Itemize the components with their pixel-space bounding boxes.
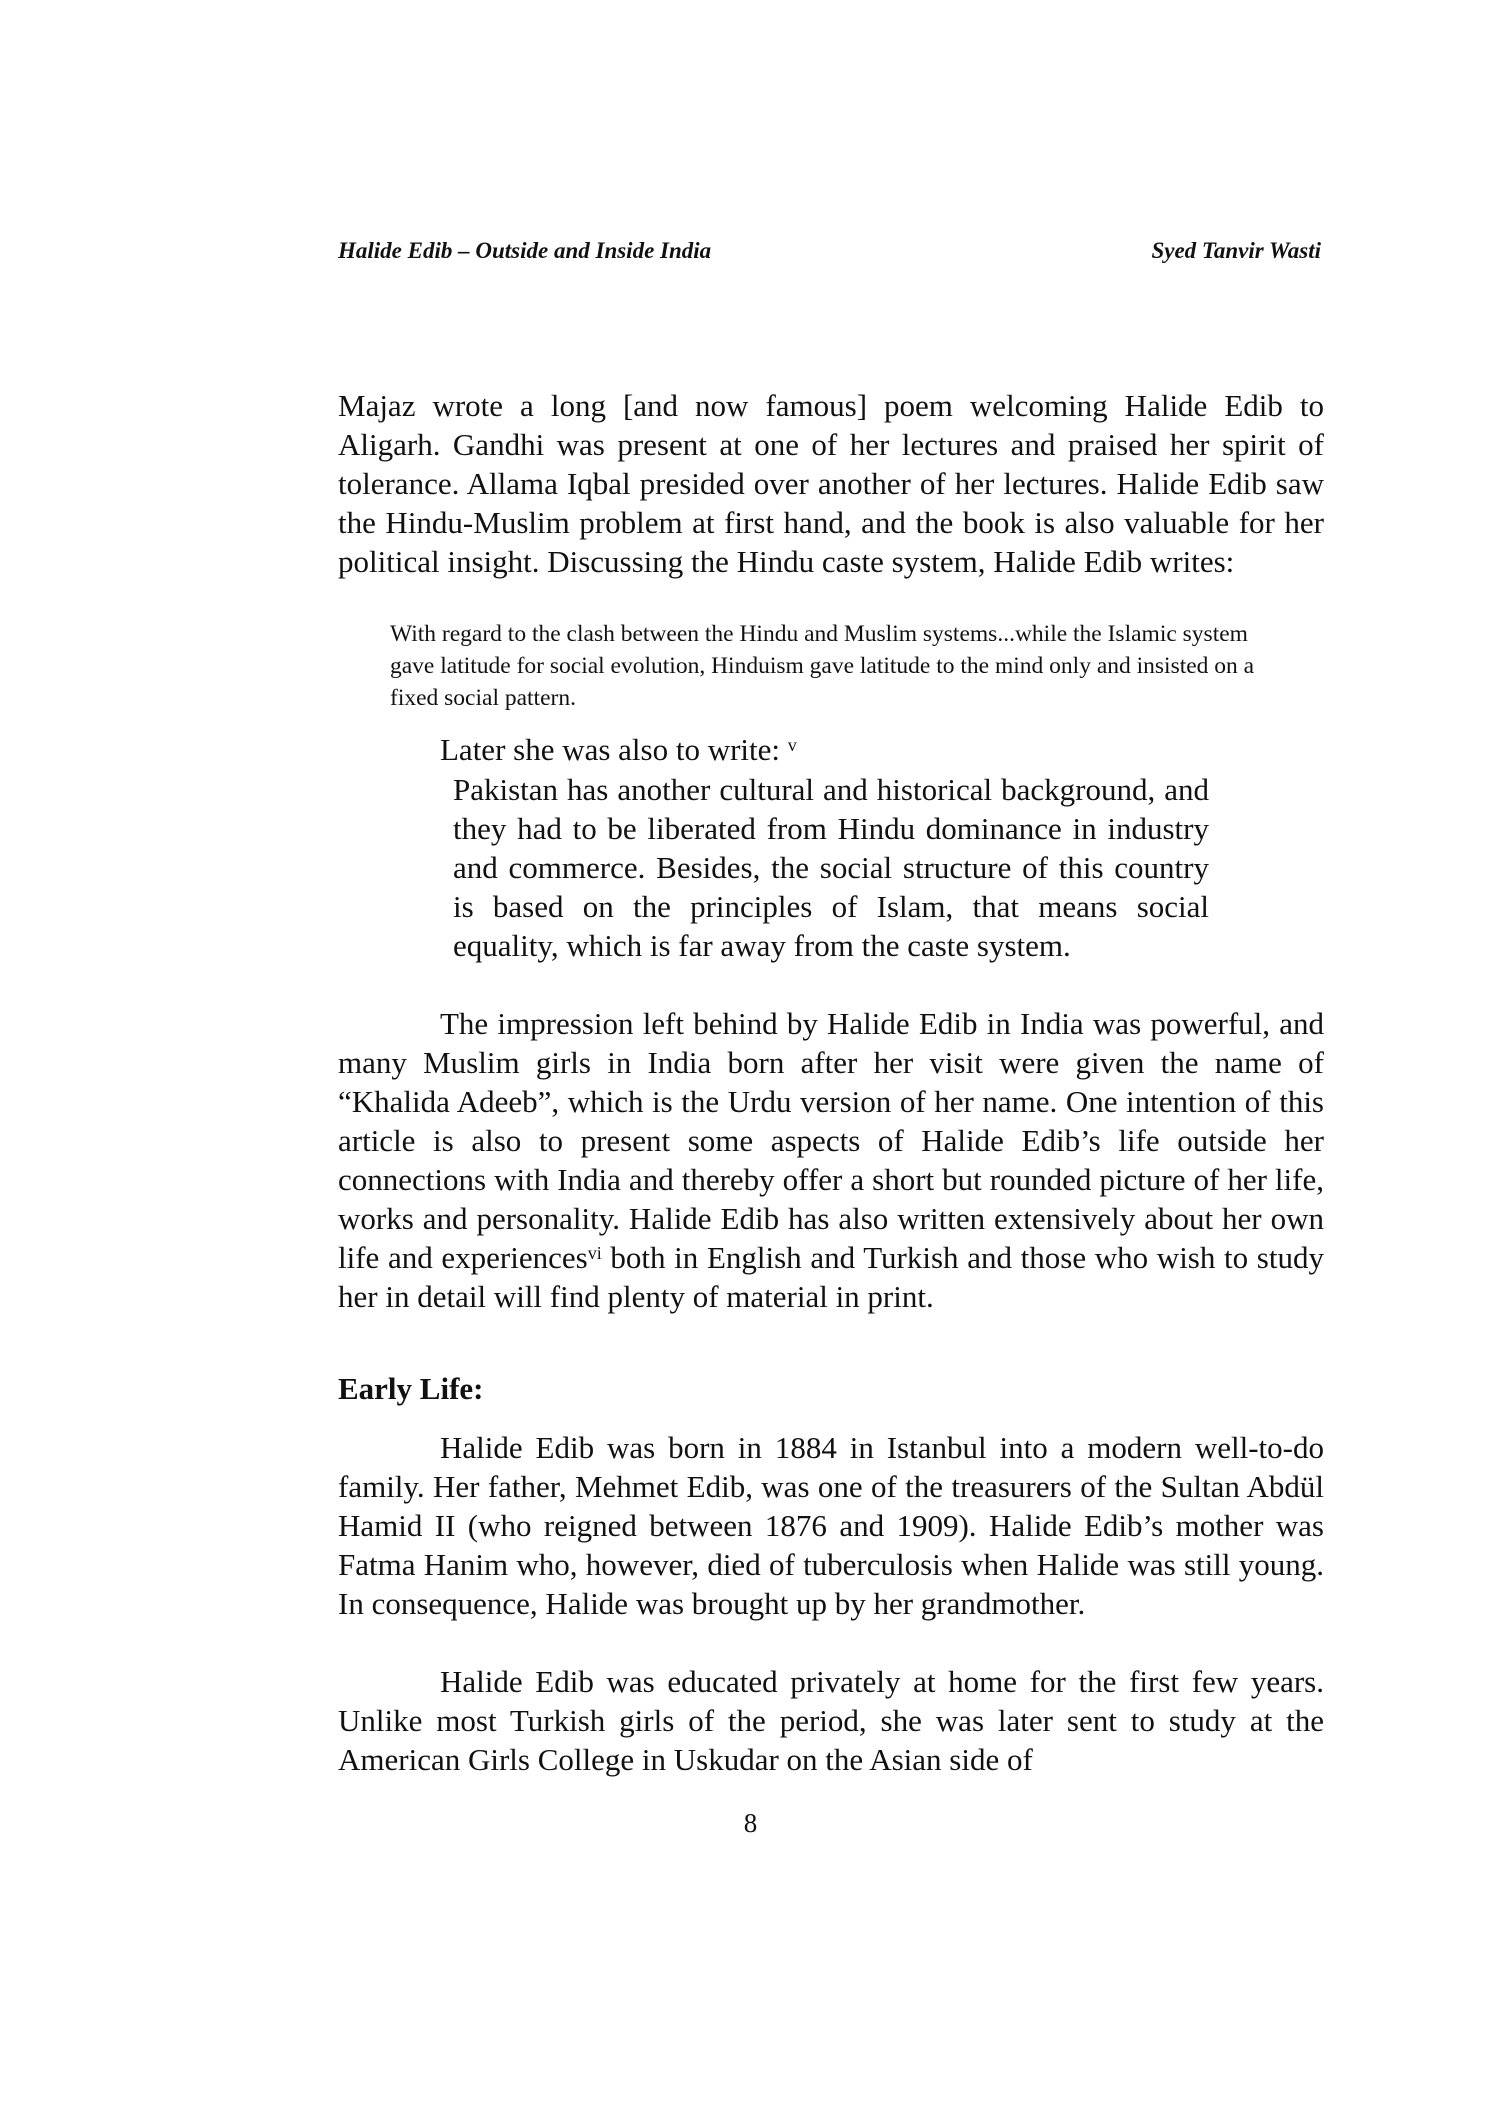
paragraph-impression-tail: both in English and Turkish and those who wish to study her in detail will find plenty of material in print. xyxy=(338,1240,1324,1314)
running-header-title: Halide Edib – Outside and Inside India xyxy=(338,238,712,263)
paragraph-education: Halide Edib was educated privately at home for the first few years. Unlike most Turkish girls of the period, she was later sent to study at the American Girls College in Uskudar on the Asian side of xyxy=(338,1664,1324,1777)
paragraph-birth: Halide Edib was born in 1884 in Istanbul into a modern well-to-do family. Her father, Mehmet Edib, was one of the treasurers of the Sultan Abdül Hamid II (who reigned between 1876 and 1909). Halide Edib’s mother was Fatma Hanim who, however, died of tuberculosis when Halide was still young. In consequence, Halide was brought up by her grandmother. xyxy=(338,1430,1324,1621)
running-header-author: Syed Tanvir Wasti xyxy=(1151,238,1321,263)
block-quote-caste-system: With regard to the clash between the Hindu and Muslim systems...while the Islamic system gave latitude for social evolution, Hinduism gave latitude to the mind only and insisted on a fixed social pattern. xyxy=(390,621,1255,711)
endnote-marker-vi: vi xyxy=(587,1243,602,1263)
later-she-wrote-line xyxy=(440,730,797,769)
paragraph-impression-text: The impression left behind by Halide Edib in India was powerful, and many Muslim girls in India born after her visit were given the name of “Khalida Adeeb”, which is the Urdu version of her name. One intention of this article is also to present some aspects of Halide Edib’s life outside her connections with India and thereby offer a short but rounded picture of her life, works and personality. Halide Edib has also written extensively about her own life and experiences xyxy=(338,1006,1324,1275)
paragraph-majaz: Majaz wrote a long [and now famous] poem welcoming Halide Edib to Aligarh. Gandhi was present at one of her lectures and praised her spirit of tolerance. Allama Iqbal presided over another of her lectures. Halide Edib saw the Hindu-Muslim problem at first hand, and the book is also valuable for her political insight. Discussing the Hindu caste system, Halide Edib writes: xyxy=(338,388,1324,579)
page-number: 8 xyxy=(743,1808,758,1838)
later-text: Later she was also to write: xyxy=(440,732,788,767)
section-heading-early-life: Early Life: xyxy=(338,1371,484,1406)
endnote-marker-v: v xyxy=(787,735,797,755)
block-quote-pakistan: Pakistan has another cultural and historical background, and they had to be liberated from Hindu dominance in industry and commerce. Besides, the social structure of this country is based on the principles of Islam, that means social equality, which is far away from the caste system. xyxy=(453,772,1209,963)
paragraph-impression xyxy=(338,1004,1324,1316)
